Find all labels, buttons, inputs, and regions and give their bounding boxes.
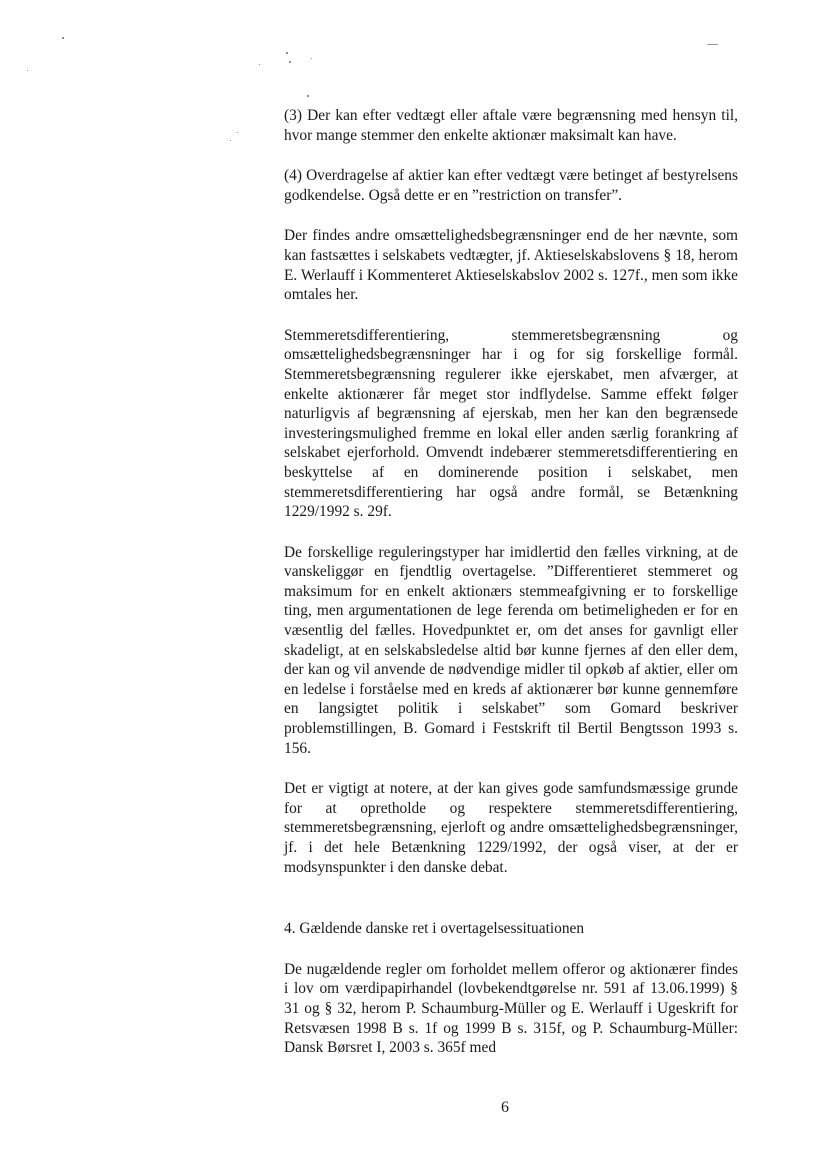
scan-speck bbox=[307, 95, 309, 97]
paragraph-other-restrictions: Der findes andre omsættelighedsbegrænsninger end de her nævnte, som kan fastsættes i selskabets vedtægter, jf. Aktieselskabslovens § 18, herom E. Werlauff i Kommenteret Aktieselskabslov 2002 s. 127f., men som ikke omtales her. bbox=[284, 227, 738, 304]
paragraph-3: (3) Der kan efter vedtægt eller aftale være begrænsning med hensyn til, hvor mange stemmer den enkelte aktionær maksimalt kan have. bbox=[284, 107, 738, 144]
scan-speck bbox=[27, 70, 28, 71]
scan-mark bbox=[707, 44, 718, 45]
scan-speck bbox=[289, 61, 291, 63]
scan-speck bbox=[286, 52, 288, 54]
paragraph-common-effect: De forskellige reguleringstyper har imidlertid den fælles virkning, at de vanskeliggør en fjendtlig overtagelse. ”Differentieret stemmeret og maksimum for en enkelt aktionærs stemmeafgivning er to forskellige ting, men argumentationen de lege ferenda om betimeligheden er for en væsentlig del fælles. Hovedpunktet er, om det anses for gavnligt eller skadeligt, at en selskabsledelse altid bør kunne fjernes af den eller dem, der kan og vil anvende de nødvendige midler til opkøb af aktier, eller om en ledelse i forståelse med en kreds af aktionærer bør kunne gennemføre en langsigtet politik i selskabet” som Gomard beskriver problemstillingen, B. Gomard i Festskrift til Bertil Bengtsson 1993 s. 156. bbox=[284, 543, 738, 757]
paragraph-4: (4) Overdragelse af aktier kan efter vedtægt være betinget af bestyrelsens godkendelse. Også dette er en ”restriction on transfer”. bbox=[284, 167, 738, 204]
scan-speck bbox=[62, 37, 64, 39]
scan-speck bbox=[259, 64, 260, 65]
document-body bbox=[284, 106, 738, 1079]
scan-speck bbox=[237, 132, 238, 133]
page-number: 6 bbox=[501, 1099, 509, 1116]
paragraph-purposes: Stemmeretsdifferentiering, stemmeretsbegrænsning og omsættelighedsbegrænsninger har i og for sig forskellige formål. Stemmeretsbegrænsning regulerer ikke ejerskabet, men afværger, at enkelte aktionærer får meget stor indflydelse. Samme effekt følger naturligvis af begrænsning af ejerskab, men her kan den begrænsede investeringsmulighed fremme en lokal eller anden særlig forankring af selskabet ejerforhold. Omvendt indebærer stemmeretsdifferentiering en beskyttelse af en dominerende position i selskabet, men stemmeretsdifferentiering har også andre formål, se Betænkning 1229/1992 s. 29f. bbox=[284, 326, 738, 521]
section-heading: 4. Gældende danske ret i overtagelsessituationen bbox=[284, 920, 585, 938]
scan-speck bbox=[230, 140, 231, 141]
paragraph-societal-reasons: Det er vigtigt at notere, at der kan gives gode samfundsmæssige grunde for at opretholde og respektere stemmeretsdifferentiering, stemmeretsbegrænsning, ejerloft og andre omsættelighedsbegrænsninger, jf. i det hele Betænkning 1229/1992, der også viser, at der er modsynspunkter i den danske debat. bbox=[284, 780, 738, 876]
paragraph-current-rules: De nugældende regler om forholdet mellem offeror og aktionærer findes i lov om værdipapirhandel (lovbekendtgørelse nr. 591 af 13.06.1999) § 31 og § 32, herom P. Schaumburg-Müller og E. Werlauff i Ugeskrift for Retsvæsen 1998 B s. 1f og 1999 B s. 315f, og P. Schaumburg-Müller: Dansk Børsret I, 2003 s. 365f med bbox=[284, 960, 738, 1057]
scan-speck bbox=[311, 58, 312, 59]
